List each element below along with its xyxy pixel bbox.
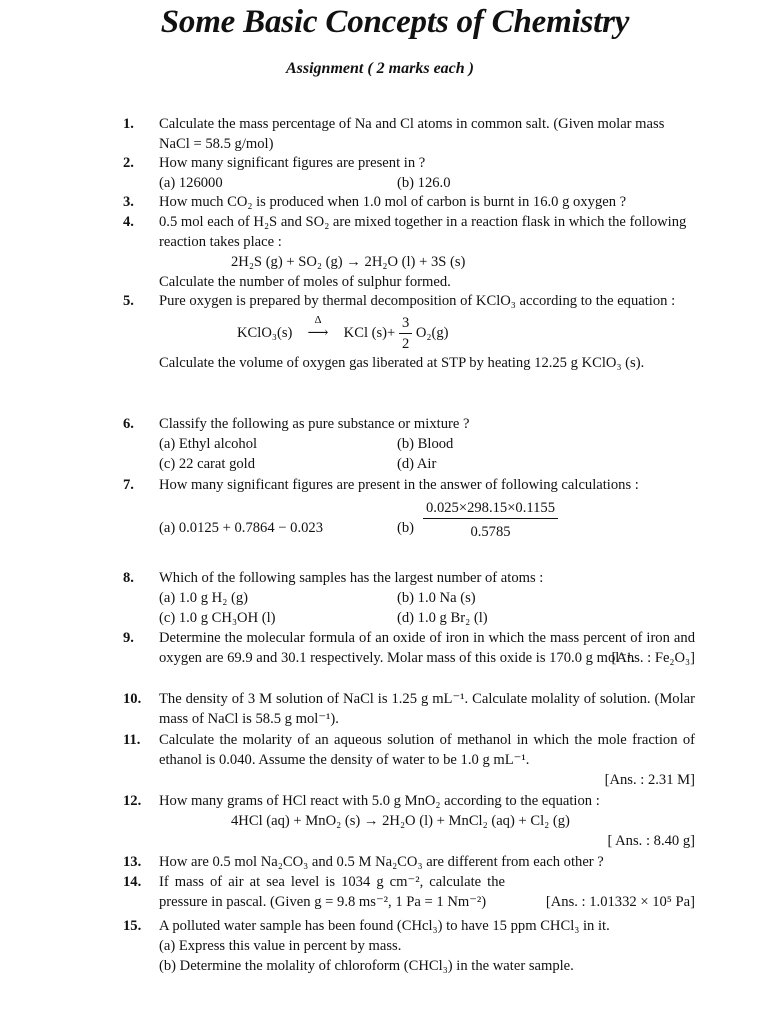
question-6 <box>123 414 695 474</box>
question-number: 14. <box>123 874 142 890</box>
question-text: How many significant figures are present in ? <box>159 155 426 171</box>
question-7 <box>123 475 695 547</box>
option-b: (b) 1.0 Na (s) <box>397 590 476 606</box>
question-text: How are 0.5 mol Na₂CO₃ and 0.5 M Na₂CO₃ are different from each other ? <box>159 854 604 870</box>
question-text: Pure oxygen is prepared by thermal decomposition of KClO₃ according to the equation : <box>159 293 676 309</box>
question-9 <box>123 628 695 668</box>
answer: [Ans. : 2.31 M] <box>604 772 695 788</box>
question-text: Which of the following samples has the largest number of atoms : <box>159 570 544 586</box>
arrow-icon: Δ ⟶ <box>296 323 340 343</box>
question-12 <box>123 791 695 851</box>
question-number: 12. <box>123 793 142 809</box>
question-number: 11. <box>123 732 141 748</box>
question-10 <box>123 689 695 729</box>
question-text: The density of 3 M solution of NaCl is 1.25 g mL⁻¹. Calculate molality of solution. (Molar mass of NaCl is 58.5 g mol⁻¹). <box>159 691 695 727</box>
question-4 <box>123 212 695 292</box>
question-text: Calculate the mass percentage of Na and Cl atoms in common salt. (Given molar mass NaCl = 58.5 g/mol) <box>159 116 665 152</box>
equation-product-1: KCl (s)+ <box>343 324 396 341</box>
question-text: How many significant figures are present in the answer of following calculations : <box>159 477 639 493</box>
question-5 <box>123 291 695 373</box>
option-a: (a) Ethyl alcohol <box>159 436 258 452</box>
option-b-fraction <box>423 498 558 542</box>
question-text: If mass of air at sea level is 1034 g cm⁻², calculate the pressure in pascal. (Given g = 9.8 ms⁻², 1 Pa = 1 Nm⁻²) <box>159 874 505 910</box>
question-number: 8. <box>123 570 134 586</box>
question-number: 6. <box>123 416 134 432</box>
question-number: 5. <box>123 293 134 309</box>
question-text-2: Calculate the number of moles of sulphur formed. <box>159 274 451 290</box>
equation-product-2: O₂(g) <box>415 324 449 341</box>
question-text: 0.5 mol each of H₂S and SO₂ are mixed together in a reaction flask in which the following reaction takes place : <box>159 214 687 250</box>
option-a: (a) 0.0125 + 0.7864 − 0.023 <box>159 520 324 536</box>
answer: [Ans. : 1.01332 × 10⁵ Pa] <box>545 894 695 910</box>
question-number: 9. <box>123 630 134 646</box>
question-number: 10. <box>123 691 142 707</box>
question-text: How much CO₂ is produced when 1.0 mol of carbon is burnt in 16.0 g oxygen ? <box>159 194 627 210</box>
question-8 <box>123 568 695 628</box>
question-text: Determine the molecular formula of an oxide of iron in which the mass percent of iron and oxygen are 69.9 and 30.1 respectively. Molar mass of this oxide is 170.0 g mol⁻¹. <box>159 630 695 666</box>
question-text: How many grams of HCl react with 5.0 g MnO₂ according to the equation : <box>159 793 600 809</box>
question-number: 15. <box>123 918 142 934</box>
fraction-denominator: 2 <box>401 336 410 352</box>
decomposition-equation <box>159 311 695 353</box>
question-number: 2. <box>123 155 134 171</box>
question-13 <box>123 852 695 872</box>
question-15 <box>123 916 695 976</box>
answer: [ Ans. : 8.40 g] <box>607 833 695 849</box>
question-number: 7. <box>123 477 134 493</box>
question-text: A polluted water sample has been found (CHcl₃) to have 15 ppm CHCl₃ in it. <box>159 918 610 934</box>
option-a: (a) 1.0 g H₂ (g) <box>159 590 248 606</box>
reaction-equation: 2H₂S (g) + SO₂ (g) → 2H₂O (l) + 3S (s) <box>231 254 466 270</box>
question-text: Classify the following as pure substance or mixture ? <box>159 416 470 432</box>
option-b: (b) Determine the molality of chloroform (CHCl₃) in the water sample. <box>159 958 574 974</box>
question-number: 3. <box>123 194 134 210</box>
question-number: 4. <box>123 214 134 230</box>
question-1 <box>123 114 695 154</box>
question-14 <box>123 872 695 912</box>
option-b-label: (b) <box>397 520 415 536</box>
option-b: (b) Blood <box>397 436 454 452</box>
question-3 <box>123 192 695 212</box>
option-d: (d) 1.0 g Br₂ (l) <box>397 610 488 626</box>
question-text-2: Calculate the volume of oxygen gas liberated at STP by heating 12.25 g KClO₃ (s). <box>159 355 645 371</box>
heat-label: Δ <box>314 313 322 326</box>
question-number: 13. <box>123 854 142 870</box>
option-b: (b) 126.0 <box>397 175 451 191</box>
reaction-equation: 4HCl (aq) + MnO₂ (s) → 2H₂O (l) + MnCl₂ (aq) + Cl₂ (g) <box>231 813 570 829</box>
option-a: (a) Express this value in percent by mass. <box>159 938 402 954</box>
page-title: Some Basic Concepts of Chemistry <box>160 4 630 40</box>
coefficient-fraction <box>399 313 412 354</box>
question-number: 1. <box>123 116 134 132</box>
option-a: (a) 126000 <box>159 175 223 191</box>
fraction-denominator: 0.5785 <box>470 524 511 540</box>
question-text: Calculate the molarity of an aqueous solution of methanol in which the mole fraction of ethanol is 0.040. Assume the density of water to be 1.0 g mL⁻¹. <box>159 732 695 768</box>
fraction-numerator: 3 <box>399 313 412 334</box>
option-c: (c) 1.0 g CH₃OH (l) <box>159 610 276 626</box>
fraction-numerator: 0.025×298.15×0.1155 <box>423 498 558 519</box>
page-subtitle: Assignment ( 2 marks each ) <box>285 60 474 77</box>
question-2 <box>123 153 695 193</box>
option-c: (c) 22 carat gold <box>159 456 256 472</box>
question-11 <box>123 730 695 790</box>
answer: [Ans. : Fe₂O₃] <box>611 650 695 666</box>
equation-reactant: KClO₃(s) <box>237 324 293 341</box>
option-d: (d) Air <box>397 456 437 472</box>
